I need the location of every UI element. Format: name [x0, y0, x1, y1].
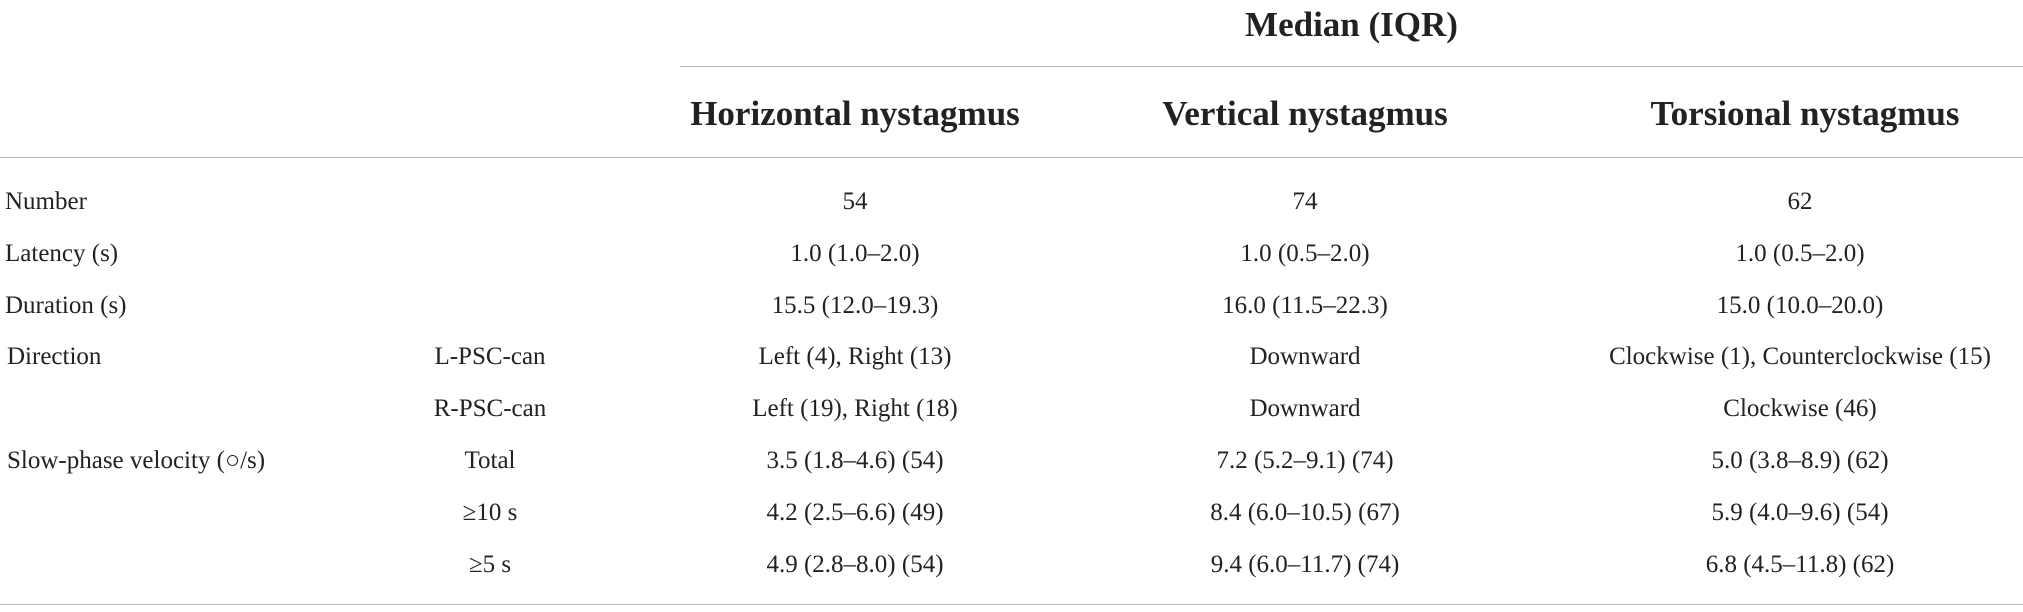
row-sublabel: L-PSC-can: [434, 343, 546, 370]
table-row-direction-l: [0, 331, 2023, 383]
row-sublabel: Total: [464, 447, 516, 474]
cell-vertical: 74: [1292, 188, 1318, 215]
column-header-horizontal: Horizontal nystagmus: [690, 94, 1020, 133]
column-header-vertical: Vertical nystagmus: [1162, 94, 1448, 133]
header-rule: [0, 157, 2023, 158]
row-label: Direction: [7, 343, 102, 370]
cell-torsional: 6.8 (4.5–11.8) (62): [1705, 551, 1895, 578]
cell-vertical: 9.4 (6.0–11.7) (74): [1210, 551, 1400, 578]
row-sublabel: ≥10 s: [462, 499, 518, 526]
table-row-spv-5s: [0, 539, 2023, 591]
row-label: Slow-phase velocity (○/s): [7, 447, 266, 474]
cell-horizontal: 4.2 (2.5–6.6) (49): [766, 499, 944, 526]
cell-horizontal: 4.9 (2.8–8.0) (54): [766, 551, 944, 578]
table-row-duration: [0, 280, 2023, 332]
cell-torsional: 62: [1787, 188, 1813, 215]
cell-vertical: 1.0 (0.5–2.0): [1240, 240, 1370, 267]
cell-horizontal: 1.0 (1.0–2.0): [790, 240, 920, 267]
row-sublabel: [390, 228, 590, 280]
row-sublabel: ≥5 s: [468, 551, 512, 578]
cell-torsional: 5.0 (3.8–8.9) (62): [1711, 447, 1889, 474]
table-row-latency: [0, 228, 2023, 280]
cell-torsional: 15.0 (10.0–20.0): [1716, 292, 1884, 319]
super-header-median-iqr: Median (IQR): [1245, 5, 1458, 44]
cell-vertical: 8.4 (6.0–10.5) (67): [1210, 499, 1400, 526]
cell-horizontal: Left (19), Right (18): [752, 395, 958, 422]
cell-torsional: Clockwise (46): [1723, 395, 1877, 422]
cell-torsional: 5.9 (4.0–9.6) (54): [1711, 499, 1889, 526]
super-header-rule: [680, 66, 2023, 67]
table-row-direction-r: [0, 383, 2023, 435]
cell-horizontal: 54: [842, 188, 868, 215]
cell-vertical: Downward: [1249, 395, 1361, 422]
bottom-rule: [0, 604, 2023, 605]
table-row-spv-10s: [0, 487, 2023, 539]
row-label: Duration (s): [5, 292, 127, 319]
cell-vertical: Downward: [1249, 343, 1361, 370]
cell-horizontal: 15.5 (12.0–19.3): [771, 292, 939, 319]
cell-torsional: 1.0 (0.5–2.0): [1735, 240, 1865, 267]
row-label: Latency (s): [5, 240, 119, 267]
row-sublabel: [390, 176, 590, 228]
cell-torsional: Clockwise (1), Counterclockwise (15): [1609, 343, 1991, 370]
table-row-spv-total: [0, 435, 2023, 487]
cell-vertical: 16.0 (11.5–22.3): [1222, 292, 1388, 319]
cell-horizontal: 3.5 (1.8–4.6) (54): [766, 447, 944, 474]
table-row-number: [0, 176, 2023, 228]
column-header-torsional: Torsional nystagmus: [1650, 94, 1960, 133]
row-sublabel: R-PSC-can: [433, 395, 547, 422]
row-sublabel: [390, 280, 590, 332]
row-label: Number: [5, 188, 87, 215]
cell-vertical: 7.2 (5.2–9.1) (74): [1216, 447, 1394, 474]
cell-horizontal: Left (4), Right (13): [758, 343, 952, 370]
